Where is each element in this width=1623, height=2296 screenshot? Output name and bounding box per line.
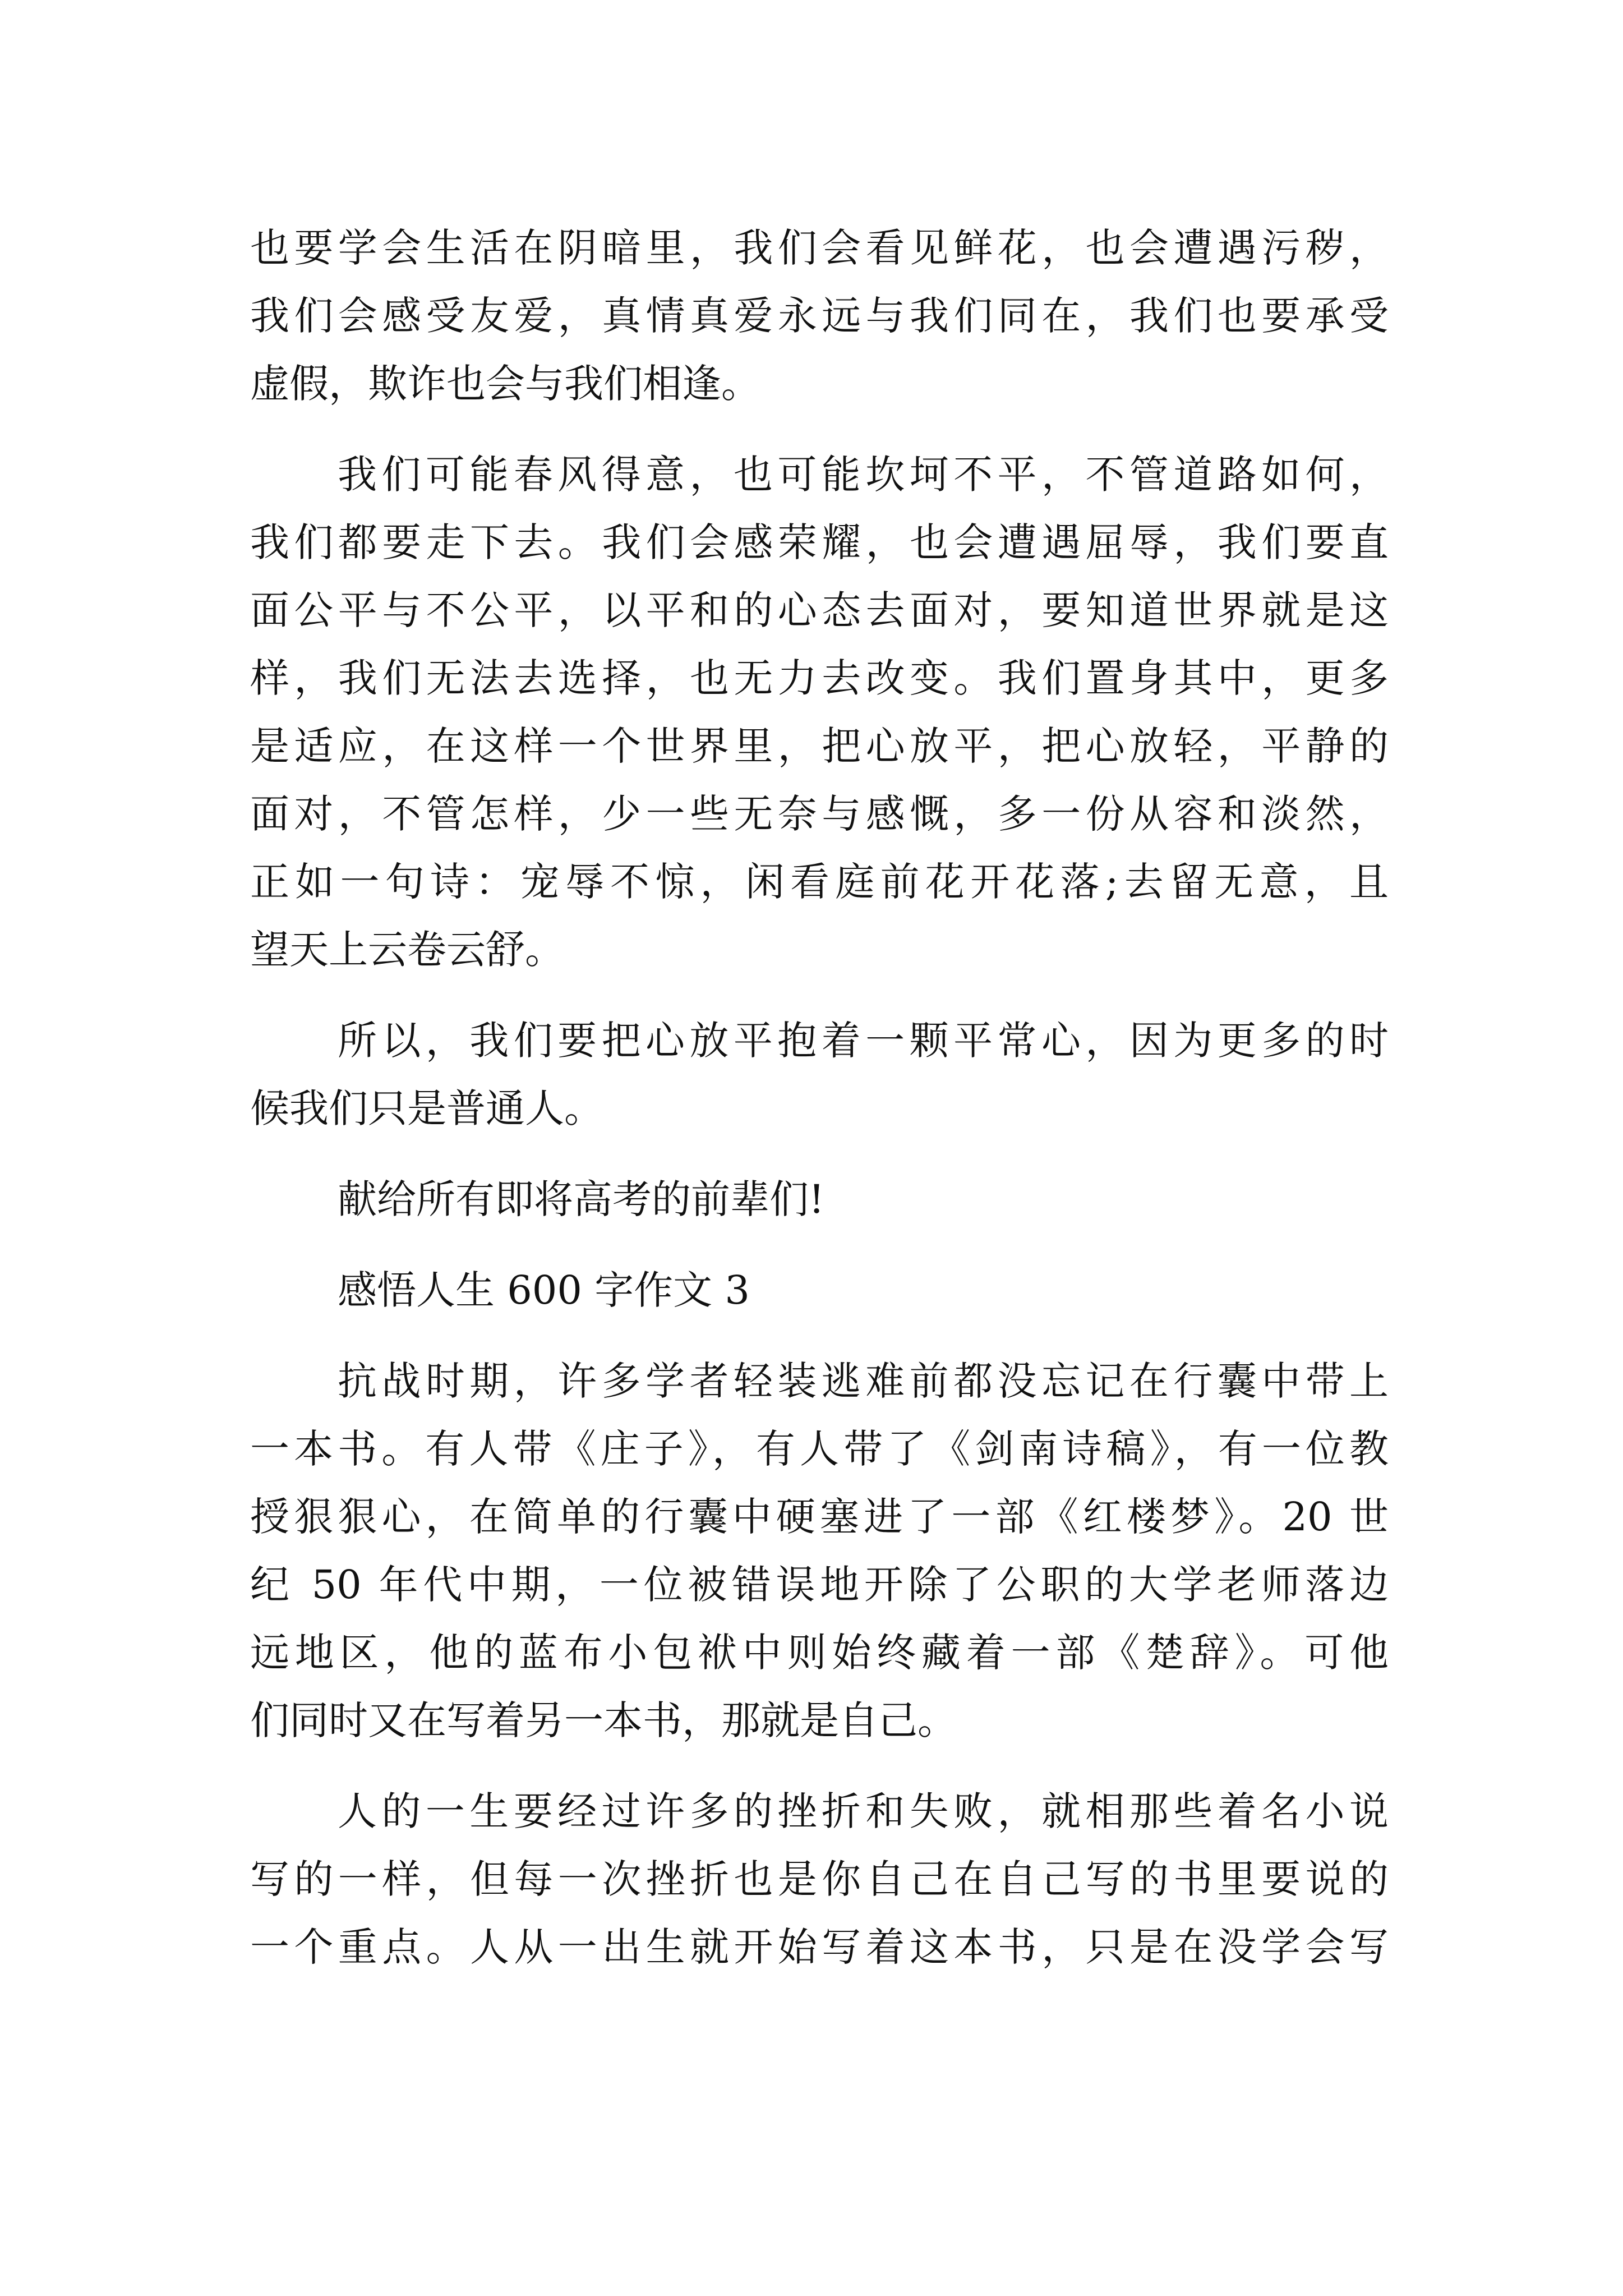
text-line: 授狠狠心，在简单的行囊中硬塞进了一部《红楼梦》。20 世	[250, 1494, 1389, 1540]
text-line: 远地区，他的蓝布小包袱中则始终藏着一部《楚辞》。可他	[250, 1630, 1389, 1676]
text-line: 们同时又在写着另一本书，那就是自己。	[250, 1697, 957, 1743]
text-line: 正如一句诗：宠辱不惊，闲看庭前花开花落;去留无意，且	[250, 859, 1389, 905]
document-body	[250, 214, 1389, 1981]
text-line: 我们可能春风得意，也可能坎坷不平，不管道路如何，	[338, 452, 1389, 498]
paragraph	[250, 1347, 1389, 1755]
text-line: 所以，我们要把心放平抱着一颗平常心，因为更多的时	[338, 1018, 1389, 1064]
text-line: 我们会感受友爱，真情真爱永远与我们同在，我们也要承受	[250, 293, 1389, 339]
paragraph	[250, 1778, 1389, 1981]
text-line: 人的一生要经过许多的挫折和失败，就相那些着名小说	[338, 1788, 1389, 1834]
paragraph	[250, 1007, 1389, 1143]
text-line: 感悟人生 600 字作文 3	[338, 1267, 750, 1313]
paragraph	[250, 1166, 1389, 1234]
text-line: 献给所有即将高考的前辈们!	[338, 1176, 825, 1222]
paragraph	[250, 214, 1389, 418]
text-line: 抗战时期，许多学者轻装逃难前都没忘记在行囊中带上	[338, 1358, 1389, 1404]
text-line: 也要学会生活在阴暗里，我们会看见鲜花，也会遭遇污秽，	[250, 225, 1389, 271]
text-line: 望天上云卷云舒。	[250, 927, 564, 973]
text-line: 样，我们无法去选择，也无力去改变。我们置身其中，更多	[250, 655, 1389, 701]
text-line: 候我们只是普通人。	[250, 1085, 603, 1131]
text-line: 我们都要走下去。我们会感荣耀，也会遭遇屈辱，我们要直	[250, 519, 1389, 565]
text-line: 面公平与不公平，以平和的心态去面对，要知道世界就是这	[250, 587, 1389, 633]
text-line: 纪 50 年代中期，一位被错误地开除了公职的大学老师落边	[250, 1562, 1389, 1608]
text-line: 面对，不管怎样，少一些无奈与感慨，多一份从容和淡然，	[250, 791, 1389, 837]
paragraph	[250, 441, 1389, 984]
text-line: 写的一样，但每一次挫折也是你自己在自己写的书里要说的	[250, 1856, 1389, 1902]
text-line: 一个重点。人从一出生就开始写着这本书，只是在没学会写	[250, 1924, 1389, 1970]
text-line: 虚假，欺诈也会与我们相逢。	[250, 361, 760, 407]
text-line: 一本书。有人带《庄子》，有人带了《剑南诗稿》，有一位教	[250, 1426, 1389, 1472]
section-heading	[250, 1257, 1389, 1324]
text-line: 是适应，在这样一个世界里，把心放平，把心放轻，平静的	[250, 723, 1389, 769]
